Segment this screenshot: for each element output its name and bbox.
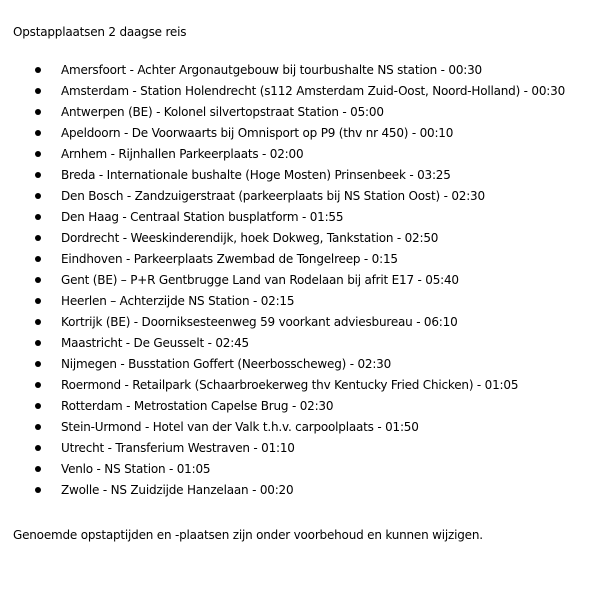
- list-item-text: Breda - Internationale bushalte (Hoge Mosten) Prinsenbeek - 03:25: [61, 168, 451, 182]
- bullet-icon: [35, 382, 41, 388]
- list-item-text: Apeldoorn - De Voorwaarts bij Omnisport op P9 (thv nr 450) - 00:10: [61, 126, 454, 140]
- list-item: [0, 144, 597, 165]
- bullet-icon: [35, 256, 41, 262]
- list-item-text: Den Bosch - Zandzuigerstraat (parkeerplaats bij NS Station Oost) - 02:30: [61, 189, 485, 203]
- list-item: [0, 291, 597, 312]
- bullet-icon: [35, 298, 41, 304]
- list-item: [0, 459, 597, 480]
- bullet-icon: [35, 277, 41, 283]
- list-item: [0, 270, 597, 291]
- list-item: [0, 60, 597, 81]
- list-item: [0, 312, 597, 333]
- bullet-icon: [35, 403, 41, 409]
- list-item: [0, 417, 597, 438]
- list-item-text: Maastricht - De Geusselt - 02:45: [61, 336, 249, 350]
- bullet-icon: [35, 193, 41, 199]
- list-item-text: Rotterdam - Metrostation Capelse Brug - 02:30: [61, 399, 334, 413]
- list-item-text: Nijmegen - Busstation Goffert (Neerbosscheweg) - 02:30: [61, 357, 392, 371]
- bullet-icon: [35, 88, 41, 94]
- bullet-icon: [35, 214, 41, 220]
- list-item: [0, 354, 597, 375]
- list-item: [0, 480, 597, 501]
- list-item-text: Amsterdam - Station Holendrecht (s112 Amsterdam Zuid-Oost, Noord-Holland) - 00:30: [61, 84, 566, 98]
- list-item: [0, 123, 597, 144]
- list-item: [0, 207, 597, 228]
- list-item-text: Utrecht - Transferium Westraven - 01:10: [61, 441, 295, 455]
- list-item-text: Den Haag - Centraal Station busplatform - 01:55: [61, 210, 344, 224]
- bullet-icon: [35, 424, 41, 430]
- pickup-location-list: [0, 60, 597, 501]
- list-item-text: Arnhem - Rijnhallen Parkeerplaats - 02:00: [61, 147, 304, 161]
- disclaimer-note: Genoemde opstaptijden en -plaatsen zijn onder voorbehoud en kunnen wijzigen.: [13, 528, 483, 542]
- list-item-text: Gent (BE) – P+R Gentbrugge Land van Rodelaan bij afrit E17 - 05:40: [61, 273, 459, 287]
- list-item: [0, 102, 597, 123]
- list-item: [0, 396, 597, 417]
- bullet-icon: [35, 130, 41, 136]
- bullet-icon: [35, 172, 41, 178]
- list-item: [0, 333, 597, 354]
- list-item: [0, 375, 597, 396]
- list-item-text: Venlo - NS Station - 01:05: [61, 462, 211, 476]
- bullet-icon: [35, 466, 41, 472]
- bullet-icon: [35, 235, 41, 241]
- bullet-icon: [35, 109, 41, 115]
- list-item: [0, 186, 597, 207]
- list-item: [0, 165, 597, 186]
- bullet-icon: [35, 487, 41, 493]
- list-item: [0, 81, 597, 102]
- bullet-icon: [35, 445, 41, 451]
- bullet-icon: [35, 361, 41, 367]
- list-item: [0, 438, 597, 459]
- list-item-text: Antwerpen (BE) - Kolonel silvertopstraat Station - 05:00: [61, 105, 384, 119]
- list-item-text: Stein-Urmond - Hotel van der Valk t.h.v. carpoolplaats - 01:50: [61, 420, 419, 434]
- list-item-text: Dordrecht - Weeskinderendijk, hoek Dokweg, Tankstation - 02:50: [61, 231, 439, 245]
- list-item: [0, 228, 597, 249]
- document-title: Opstapplaatsen 2 daagse reis: [13, 25, 187, 39]
- bullet-icon: [35, 151, 41, 157]
- bullet-icon: [35, 340, 41, 346]
- list-item-text: Zwolle - NS Zuidzijde Hanzelaan - 00:20: [61, 483, 294, 497]
- list-item-text: Kortrijk (BE) - Doorniksesteenweg 59 voorkant adviesbureau - 06:10: [61, 315, 458, 329]
- list-item-text: Roermond - Retailpark (Schaarbroekerweg thv Kentucky Fried Chicken) - 01:05: [61, 378, 519, 392]
- bullet-icon: [35, 67, 41, 73]
- list-item-text: Heerlen – Achterzijde NS Station - 02:15: [61, 294, 295, 308]
- bullet-icon: [35, 319, 41, 325]
- list-item-text: Eindhoven - Parkeerplaats Zwembad de Tongelreep - 0:15: [61, 252, 398, 266]
- list-item: [0, 249, 597, 270]
- list-item-text: Amersfoort - Achter Argonautgebouw bij tourbushalte NS station - 00:30: [61, 63, 482, 77]
